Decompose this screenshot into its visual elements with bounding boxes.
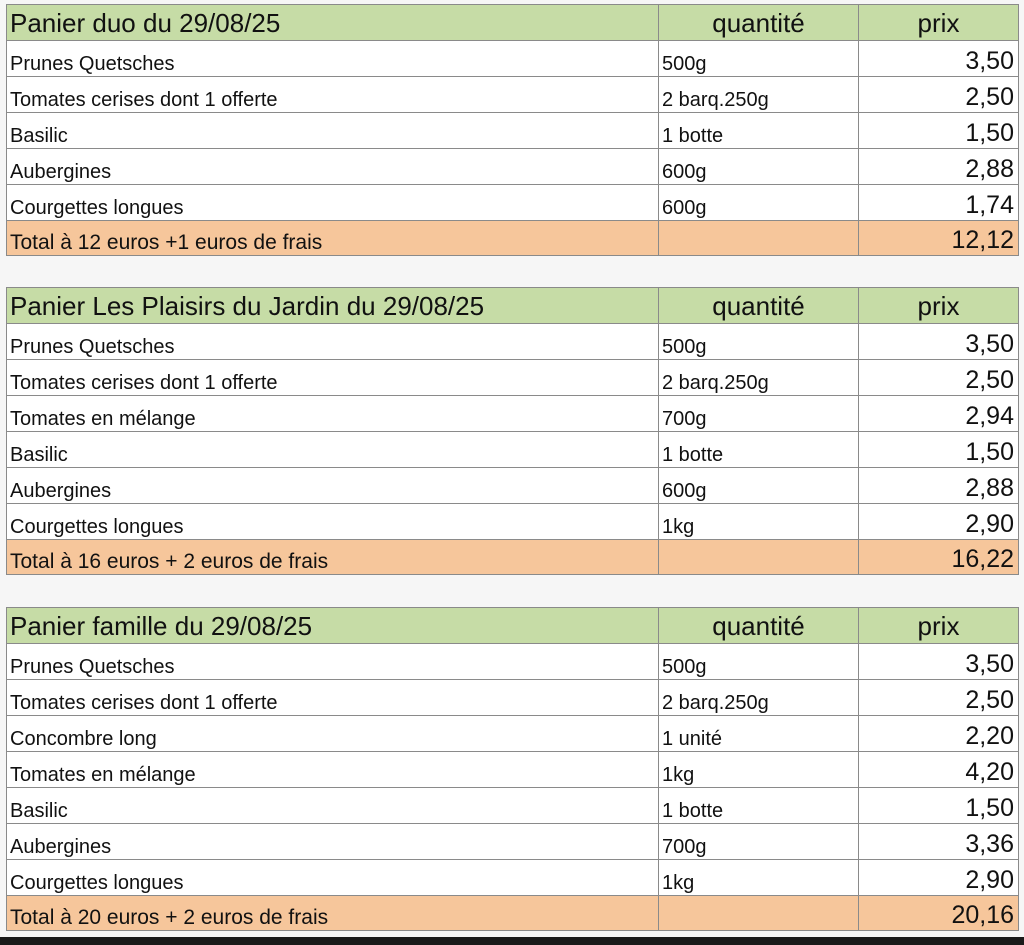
product-name[interactable]: Aubergines	[7, 468, 659, 504]
product-name[interactable]: Aubergines	[7, 824, 659, 860]
table-row	[7, 860, 1019, 896]
product-price[interactable]: 1,50	[859, 432, 1019, 468]
product-price[interactable]: 2,50	[859, 77, 1019, 113]
total-value[interactable]: 12,12	[859, 221, 1019, 256]
total-value[interactable]: 16,22	[859, 540, 1019, 575]
table-row	[7, 185, 1019, 221]
product-quantity[interactable]: 600g	[659, 185, 859, 221]
basket-title[interactable]: Panier Les Plaisirs du Jardin du 29/08/25	[7, 288, 659, 324]
product-price[interactable]: 2,20	[859, 716, 1019, 752]
product-price[interactable]: 3,50	[859, 644, 1019, 680]
product-quantity[interactable]: 1kg	[659, 860, 859, 896]
product-quantity[interactable]: 1kg	[659, 504, 859, 540]
total-empty-cell[interactable]	[659, 221, 859, 256]
total-row	[7, 540, 1019, 575]
table-row	[7, 432, 1019, 468]
product-name[interactable]: Courgettes longues	[7, 185, 659, 221]
product-name[interactable]: Basilic	[7, 113, 659, 149]
total-empty-cell[interactable]	[659, 896, 859, 931]
product-price[interactable]: 2,90	[859, 504, 1019, 540]
product-quantity[interactable]: 1kg	[659, 752, 859, 788]
product-quantity[interactable]: 2 barq.250g	[659, 77, 859, 113]
product-quantity[interactable]: 700g	[659, 824, 859, 860]
total-value[interactable]: 20,16	[859, 896, 1019, 931]
total-label[interactable]: Total à 16 euros + 2 euros de frais	[7, 540, 659, 575]
total-label[interactable]: Total à 12 euros +1 euros de frais	[7, 221, 659, 256]
product-name[interactable]: Courgettes longues	[7, 504, 659, 540]
product-name[interactable]: Concombre long	[7, 716, 659, 752]
table-row	[7, 644, 1019, 680]
product-name[interactable]: Prunes Quetsches	[7, 324, 659, 360]
table-row	[7, 504, 1019, 540]
product-price[interactable]: 2,88	[859, 149, 1019, 185]
product-name[interactable]: Tomates cerises dont 1 offerte	[7, 77, 659, 113]
product-price[interactable]: 3,36	[859, 824, 1019, 860]
product-quantity[interactable]: 1 botte	[659, 113, 859, 149]
product-name[interactable]: Prunes Quetsches	[7, 644, 659, 680]
product-name[interactable]: Tomates en mélange	[7, 752, 659, 788]
product-name[interactable]: Aubergines	[7, 149, 659, 185]
product-name[interactable]: Tomates en mélange	[7, 396, 659, 432]
header-row	[7, 608, 1019, 644]
product-price[interactable]: 2,88	[859, 468, 1019, 504]
product-price[interactable]: 1,74	[859, 185, 1019, 221]
table-row	[7, 752, 1019, 788]
basket-table-duo	[6, 4, 1019, 256]
basket-title[interactable]: Panier famille du 29/08/25	[7, 608, 659, 644]
quantity-header[interactable]: quantité	[659, 288, 859, 324]
product-price[interactable]: 3,50	[859, 41, 1019, 77]
product-quantity[interactable]: 2 barq.250g	[659, 360, 859, 396]
product-quantity[interactable]: 500g	[659, 644, 859, 680]
product-price[interactable]: 1,50	[859, 788, 1019, 824]
product-price[interactable]: 2,50	[859, 360, 1019, 396]
basket-title[interactable]: Panier duo du 29/08/25	[7, 5, 659, 41]
quantity-header[interactable]: quantité	[659, 5, 859, 41]
product-quantity[interactable]: 500g	[659, 41, 859, 77]
product-price[interactable]: 2,94	[859, 396, 1019, 432]
product-quantity[interactable]: 600g	[659, 149, 859, 185]
total-row	[7, 221, 1019, 256]
price-header[interactable]: prix	[859, 288, 1019, 324]
product-quantity[interactable]: 500g	[659, 324, 859, 360]
price-header[interactable]: prix	[859, 608, 1019, 644]
table-row	[7, 680, 1019, 716]
table-row	[7, 41, 1019, 77]
table-row	[7, 716, 1019, 752]
total-empty-cell[interactable]	[659, 540, 859, 575]
product-price[interactable]: 2,90	[859, 860, 1019, 896]
product-price[interactable]: 4,20	[859, 752, 1019, 788]
product-quantity[interactable]: 700g	[659, 396, 859, 432]
total-label[interactable]: Total à 20 euros + 2 euros de frais	[7, 896, 659, 931]
table-row	[7, 468, 1019, 504]
product-quantity[interactable]: 1 botte	[659, 432, 859, 468]
header-row	[7, 288, 1019, 324]
basket-table-famille	[6, 607, 1019, 931]
product-quantity[interactable]: 2 barq.250g	[659, 680, 859, 716]
table-row	[7, 77, 1019, 113]
basket-table-plaisirs-du-jardin	[6, 287, 1019, 575]
table-row	[7, 396, 1019, 432]
total-row	[7, 896, 1019, 931]
product-quantity[interactable]: 1 unité	[659, 716, 859, 752]
price-header[interactable]: prix	[859, 5, 1019, 41]
table-row	[7, 824, 1019, 860]
product-price[interactable]: 1,50	[859, 113, 1019, 149]
table-row	[7, 113, 1019, 149]
quantity-header[interactable]: quantité	[659, 608, 859, 644]
table-row	[7, 149, 1019, 185]
table-row	[7, 324, 1019, 360]
product-quantity[interactable]: 1 botte	[659, 788, 859, 824]
bottom-edge-bar	[0, 937, 1024, 945]
product-name[interactable]: Tomates cerises dont 1 offerte	[7, 680, 659, 716]
product-price[interactable]: 3,50	[859, 324, 1019, 360]
product-quantity[interactable]: 600g	[659, 468, 859, 504]
product-name[interactable]: Basilic	[7, 432, 659, 468]
product-price[interactable]: 2,50	[859, 680, 1019, 716]
product-name[interactable]: Courgettes longues	[7, 860, 659, 896]
table-row	[7, 788, 1019, 824]
product-name[interactable]: Basilic	[7, 788, 659, 824]
product-name[interactable]: Tomates cerises dont 1 offerte	[7, 360, 659, 396]
product-name[interactable]: Prunes Quetsches	[7, 41, 659, 77]
table-row	[7, 360, 1019, 396]
header-row	[7, 5, 1019, 41]
